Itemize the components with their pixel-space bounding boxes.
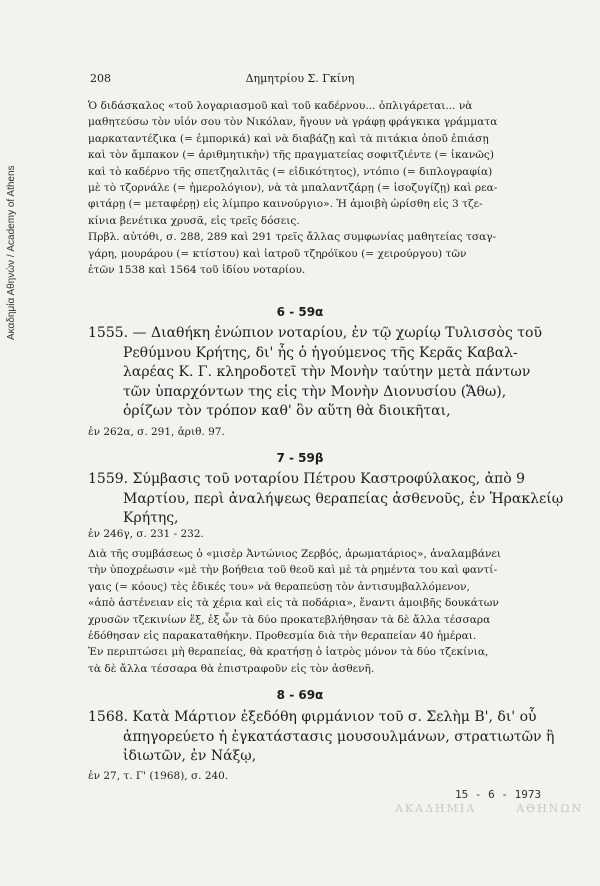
- text-line: καὶ τὸ καδέρνο τῆς σπετζηαλιτᾶς (= εἰδικότητος), ντόπιο (= διπλογραφία): [88, 165, 493, 178]
- entry-line: ἰδιωτῶν, ἐν Νάξῳ,: [123, 748, 257, 765]
- text-line: μὲ τὸ τζορνάλε (= ἡμερολόγιον), νὰ τὰ μπαλαντζάρῃ (= ἰσοζυγίζῃ) καὶ ρεα-: [88, 182, 498, 195]
- watermark-word: ΑΚΑΔΗΜΙΑ: [395, 802, 477, 815]
- entry-1555: [88, 324, 542, 422]
- text-line: Ἐν περιπτώσει μὴ θεραπείας, θὰ κρατήσῃ ὁ ἰατρὸς μόνον τὰ δύο τζεκίνια,: [88, 646, 489, 659]
- section-heading-7: 7 - 59β: [276, 451, 324, 465]
- section-heading-6: 6 - 59α: [276, 305, 324, 319]
- entry-line: Κρήτης,: [123, 510, 179, 527]
- text-line: ἐδόθησαν εἰς παρακαταθήκην. Προθεσμία διὰ τὴν θεραπείαν 40 ἡμέραι.: [88, 630, 477, 643]
- text-line: καὶ τὸν ἄμπακον (= ἀριθμητικὴν) τῆς πραγματείας σοφιτζιέντε (= ἱκανῶς): [88, 149, 494, 162]
- archive-sidebar-label: Ακαδημία Αθηνών / Academy of Athens: [6, 165, 17, 340]
- entry-line: λαρέας Κ. Γ. κληροδοτεῖ τὴν Μονὴν ταύτην μετὰ πάντων: [123, 364, 531, 381]
- entry-line: ὁρίζων τὸν τρόπον καθ' ὃν αὕτη θὰ διοικῆται,: [123, 403, 451, 420]
- reference-1568: ἐν 27, τ. Γ' (1968), σ. 240.: [88, 770, 229, 782]
- page-number: 208: [90, 72, 111, 85]
- text-line: τὴν ὑποχρέωσιν «μὲ τὴν βοήθεια τοῦ θεοῦ καὶ μὲ τὰ ρημέντα του καὶ φαντί-: [88, 564, 498, 577]
- entry-line: 1568. Κατὰ Μάρτιον ἐξεδόθη φιρμάνιον τοῦ σ. Σελὴμ Β', δι' οὗ: [88, 709, 537, 725]
- text-line: Διὰ τῆς συμβάσεως ὁ «μισὲρ Ἀντώνιος Ζερβός, ἀρωματάριος», ἀναλαμβάνει: [88, 548, 502, 560]
- text-line: ἐτῶν 1538 καὶ 1564 τοῦ ἰδίου νοταρίου.: [88, 264, 306, 277]
- text-line: μαθητεύσω τὸν υἱόν σου τὸν Νικόλαν, ἤγουν νὰ γράφῃ φράγκικα γράμματα: [88, 116, 498, 129]
- entry-1568: [88, 708, 555, 767]
- text-line: «ἀπὸ ἀστένειαν εἰς τὰ χέρια καὶ εἰς τὰ ποδάρια», ἔναντι ἀμοιβῆς δουκάτων: [88, 597, 499, 610]
- text-line: κίνια βενέτικα χρυσᾶ, εἰς τρεῖς δόσεις.: [88, 214, 300, 227]
- watermark-word: ΑΘΗΝΩΝ: [516, 802, 584, 815]
- reference-1555: ἐν 262α, σ. 291, ἀριθ. 97.: [88, 426, 225, 438]
- stamp-date: 15 - 6 - 1973: [455, 788, 542, 801]
- entry-line: 1555. — Διαθήκη ἐνώπιον νοταρίου, ἐν τῷ χωρίῳ Τυλισσὸς τοῦ: [88, 325, 542, 341]
- text-line: γάρη, μουράρου (= κτίστου) καὶ ἰατροῦ τζηρόϊκου (= χειρούργου) τῶν: [88, 247, 467, 260]
- text-block-1: [88, 98, 523, 278]
- text-line: γαις (= κόους) τὲς ἐδικές του» νὰ θεραπεύσῃ τὸν ἀντισυμβαλλόμενον,: [88, 580, 470, 593]
- entry-line: ἀπηγορεύετο ἡ ἐγκατάστασις μουσουλμάνων, στρατιωτῶν ἢ: [123, 728, 555, 745]
- entry-line: Ρεθύμνου Κρήτης, δι' ἧς ὁ ἡγούμενος τῆς Κερᾶς Καβαλ-: [123, 344, 518, 361]
- reference-1559: ἐν 246γ, σ. 231 - 232.: [88, 528, 204, 540]
- entry-line: 1559. Σύμβασις τοῦ νοταρίου Πέτρου Καστροφύλακος, ἀπὸ 9: [88, 471, 526, 487]
- text-line: χρυσῶν τζεκινίων ἕξ, ἐξ ὧν τὰ δύο προκατεβλήθησαν τὰ δὲ ἄλλα τέσσαρα: [88, 613, 491, 626]
- text-line: φιτάρῃ (= μεταφέρῃ) εἰς λίμπρο καινούργιο». Ἡ ἀμοιβὴ ὡρίσθη εἰς 3 τζε-: [88, 198, 483, 211]
- entry-line: τῶν ὑπαρχόντων της εἰς τὴν Μονὴν Διονυσίου (Ἄθω),: [123, 383, 507, 400]
- text-line: μαρκαταντέζικα (= ἐμπορικά) καὶ νὰ διαβάζῃ καὶ τὰ πιτάκια ὁποῦ ἐπιάσῃ: [88, 132, 489, 145]
- text-line: τὰ δὲ ἄλλα τέσσαρα θὰ ἐπιστραφοῦν εἰς τὸν ἀσθενῆ.: [88, 662, 375, 675]
- text-block-2: [88, 546, 523, 677]
- running-head: Δημητρίου Σ. Γκίνη: [245, 72, 355, 85]
- text-line: Ὁ διδάσκαλος «τοῦ λογαριασμοῦ καὶ τοῦ καδέρνου... ὀπλιγάρεται... νὰ: [88, 100, 473, 112]
- text-line: Πρβλ. αὐτόθι, σ. 288, 289 καὶ 291 τρεῖς ἄλλας συμφωνίας μαθητείας τσαγ-: [88, 231, 497, 244]
- academy-watermark: [395, 802, 600, 815]
- entry-line: Μαρτίου, περὶ ἀναλήψεως θεραπείας ἀσθενοῦς, ἐν Ἡρακλείῳ: [123, 490, 564, 507]
- section-heading-8: 8 - 69α: [276, 688, 324, 702]
- entry-1559: [88, 470, 564, 529]
